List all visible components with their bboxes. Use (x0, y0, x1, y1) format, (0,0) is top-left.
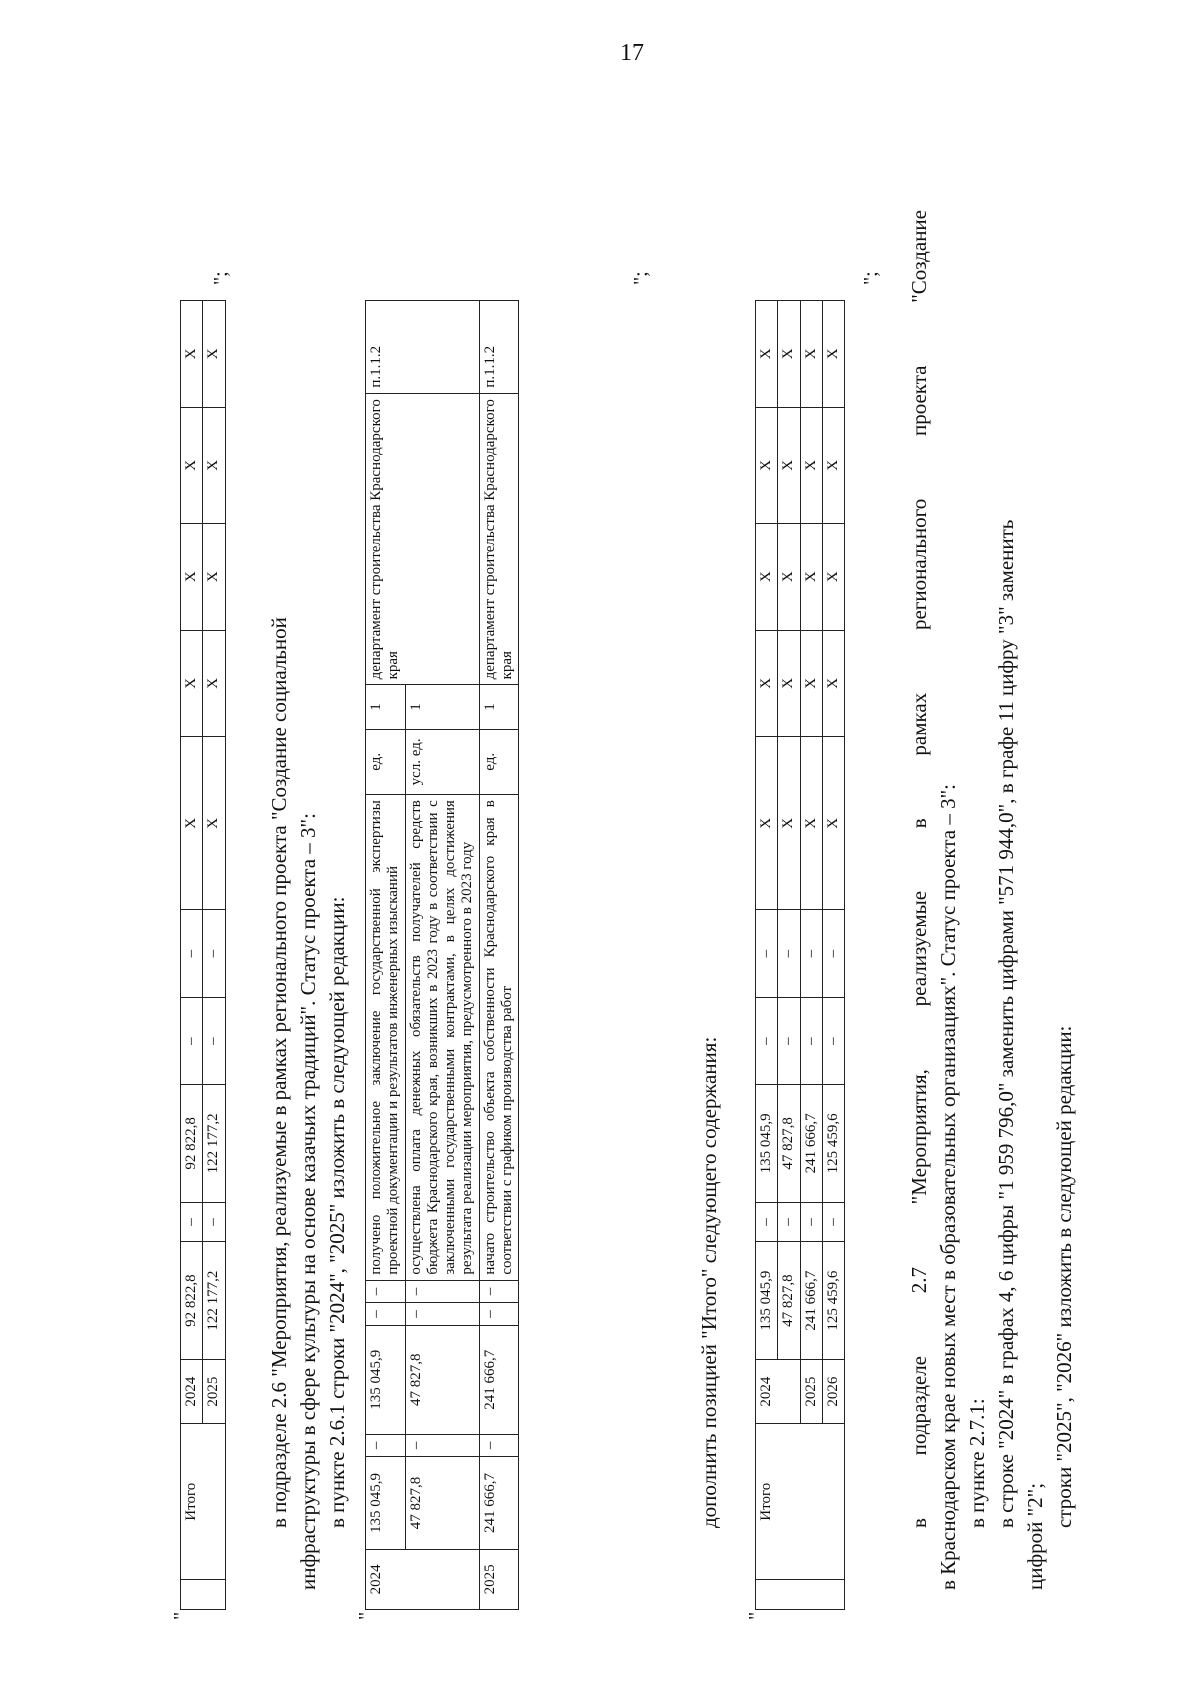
table-row: 2025 241 666,7 – 241 666,7 – – начато строительство объекта собственности Краснодарского края в соответствии с графиком производства работ ед. 1 департамент строительства Краснодарского края п.1.1.2 (479, 301, 519, 1610)
table-row: 2025 122 177,2 – 122 177,2 – – Х Х Х Х Х (203, 301, 225, 1610)
measures-table (365, 300, 519, 1610)
paragraph-line: дополнить позицией "Итого" следующего содержания: (697, 1036, 721, 1528)
table-row: 2026 125 459,6 – 125 459,6 – – Х Х Х Х Х (822, 301, 844, 1610)
table-row: 47 827,8 – 47 827,8 – – осуществлена оплата денежных обязательств получателей средств бюджета Краснодарского края, возникших в 2023 году в соответствии с заключенными государственными контрактами, в целях достижения результата реализации мероприятия, предусмотренного в 2023 году усл. ед. 1 (405, 301, 479, 1610)
closing-quote: "; (630, 271, 652, 285)
paragraph-line: в строке "2024" в графах 4, 6 цифры "1 959 796,0" заменить цифрами "571 944,0", в графе 11 цифру "3" заменить (994, 519, 1018, 1528)
opening-quote: " (745, 1611, 767, 1620)
opening-quote: " (355, 1611, 377, 1620)
page-number: 17 (620, 40, 644, 66)
rotated-landscape-content (170, 200, 1110, 1620)
totals-label: Итого (181, 1424, 226, 1580)
closing-quote: "; (210, 271, 232, 285)
opening-quote: " (170, 1611, 192, 1620)
table-row: Итого 2024 135 045,9 – 135 045,9 – – Х Х Х Х Х (756, 301, 778, 1610)
totals-table-1 (180, 300, 226, 1610)
paragraph-line: строки "2025", "2026" изложить в следующей редакции: (1052, 1025, 1076, 1528)
table-row: 2025 241 666,7 – 241 666,7 – – Х Х Х Х Х (800, 301, 822, 1610)
paragraph-line: цифрой "2"; (1023, 1482, 1047, 1590)
paragraph-line: в пункте 2.7.1: (965, 1398, 989, 1528)
table-row: 47 827,8 – 47 827,8 – – Х Х Х Х Х (778, 301, 800, 1610)
table-row: Итого 2024 92 822,8 – 92 822,8 – – Х Х Х Х Х (181, 301, 203, 1610)
paragraph-line: в Краснодарском крае новых мест в образовательных организациях". Статус проекта – 3": (936, 784, 960, 1590)
paragraph-line: в пункте 2.6.1 строки "2024", "2025" изложить в следующей редакции: (325, 896, 349, 1528)
paragraph-line: инфраструктуры в сфере культуры на основе казачьих традиций". Статус проекта – 3": (296, 813, 320, 1590)
paragraph-line: в подразделе 2.6 "Мероприятия, реализуемые в рамках регионального проекта "Создание социальной (267, 617, 291, 1528)
table-row: 2024 135 045,9 – 135 045,9 – – получено положительное заключение государственной экспертизы проектной документации и результатов инженерных изысканий ед. 1 департамент строительства Краснодарского края п.1.1.2 (366, 301, 406, 1610)
closing-quote: "; (860, 271, 882, 285)
totals-table-2 (755, 300, 845, 1610)
paragraph-line: в подразделе 2.7 "Мероприятия, реализуемые в рамках регионального проекта "Создание (907, 210, 931, 1528)
